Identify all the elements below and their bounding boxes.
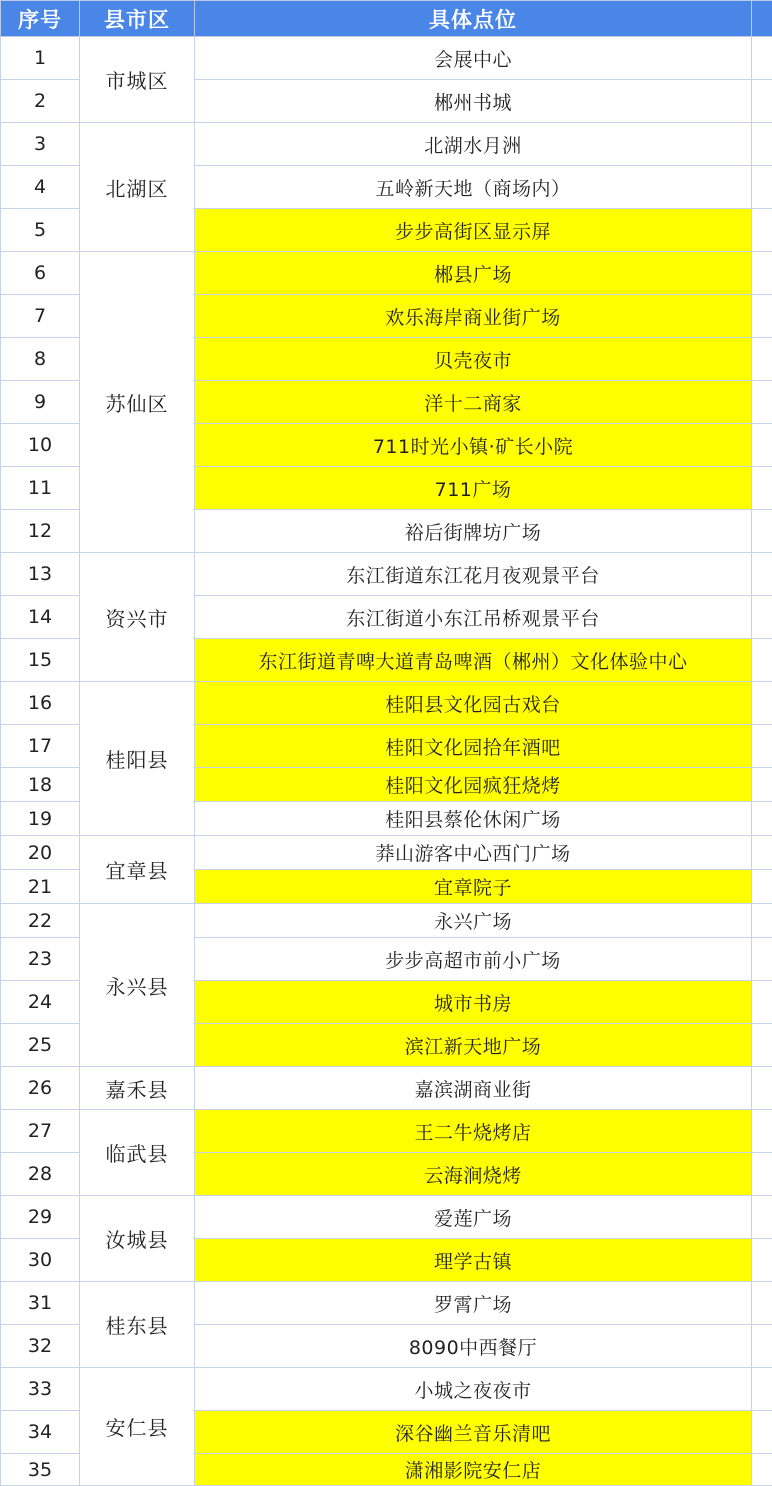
header-location: 具体点位 <box>195 1 752 37</box>
row-edge <box>752 166 772 209</box>
table-row <box>1 1368 772 1411</box>
location-cell: 裕后街牌坊广场 <box>195 510 752 553</box>
location-cell: 步步高街区显示屏 <box>195 209 752 252</box>
location-cell: 宜章院子 <box>195 870 752 904</box>
district-cell: 安仁县 <box>80 1368 195 1486</box>
location-cell: 步步高超市前小广场 <box>195 938 752 981</box>
row-number: 25 <box>1 1024 80 1067</box>
table-row <box>1 1282 772 1325</box>
row-edge <box>752 510 772 553</box>
table-row <box>1 37 772 80</box>
row-number: 21 <box>1 870 80 904</box>
table-row <box>1 123 772 166</box>
row-number: 3 <box>1 123 80 166</box>
table-row <box>1 1067 772 1110</box>
location-cell: 嘉滨湖商业街 <box>195 1067 752 1110</box>
location-cell: 郴州书城 <box>195 80 752 123</box>
row-number: 8 <box>1 338 80 381</box>
row-number: 9 <box>1 381 80 424</box>
district-cell: 资兴市 <box>80 553 195 682</box>
location-cell: 五岭新天地（商场内） <box>195 166 752 209</box>
header-row <box>1 1 772 37</box>
row-edge <box>752 1411 772 1454</box>
location-cell: 王二牛烧烤店 <box>195 1110 752 1153</box>
row-number: 13 <box>1 553 80 596</box>
location-cell: 东江街道青啤大道青岛啤酒（郴州）文化体验中心 <box>195 639 752 682</box>
row-number: 5 <box>1 209 80 252</box>
row-number: 23 <box>1 938 80 981</box>
district-cell: 永兴县 <box>80 904 195 1067</box>
row-number: 15 <box>1 639 80 682</box>
location-cell: 莽山游客中心西门广场 <box>195 836 752 870</box>
location-cell: 8090中西餐厅 <box>195 1325 752 1368</box>
row-number: 18 <box>1 768 80 802</box>
row-number: 20 <box>1 836 80 870</box>
location-cell: 深谷幽兰音乐清吧 <box>195 1411 752 1454</box>
row-edge <box>752 904 772 938</box>
row-edge <box>752 295 772 338</box>
row-edge <box>752 870 772 904</box>
row-edge <box>752 1153 772 1196</box>
row-edge <box>752 37 772 80</box>
district-cell: 临武县 <box>80 1110 195 1196</box>
row-edge <box>752 123 772 166</box>
row-number: 7 <box>1 295 80 338</box>
row-edge <box>752 1110 772 1153</box>
row-number: 26 <box>1 1067 80 1110</box>
row-edge <box>752 424 772 467</box>
row-number: 1 <box>1 37 80 80</box>
row-edge <box>752 639 772 682</box>
header-no: 序号 <box>1 1 80 37</box>
row-edge <box>752 1239 772 1282</box>
row-edge <box>752 981 772 1024</box>
district-cell: 汝城县 <box>80 1196 195 1282</box>
header-edge <box>752 1 772 37</box>
row-edge <box>752 338 772 381</box>
row-edge <box>752 1454 772 1486</box>
location-cell: 城市书房 <box>195 981 752 1024</box>
table-row <box>1 553 772 596</box>
row-number: 31 <box>1 1282 80 1325</box>
table-row <box>1 1110 772 1153</box>
location-cell: 桂阳县文化园古戏台 <box>195 682 752 725</box>
table-row <box>1 1196 772 1239</box>
row-number: 28 <box>1 1153 80 1196</box>
row-number: 22 <box>1 904 80 938</box>
table-row <box>1 252 772 295</box>
row-number: 19 <box>1 802 80 836</box>
location-cell: 欢乐海岸商业街广场 <box>195 295 752 338</box>
row-number: 33 <box>1 1368 80 1411</box>
row-edge <box>752 596 772 639</box>
location-cell: 711时光小镇·矿长小院 <box>195 424 752 467</box>
row-edge <box>752 725 772 768</box>
table-row <box>1 836 772 870</box>
district-cell: 北湖区 <box>80 123 195 252</box>
location-cell: 贝壳夜市 <box>195 338 752 381</box>
row-number: 29 <box>1 1196 80 1239</box>
district-cell: 苏仙区 <box>80 252 195 553</box>
row-edge <box>752 938 772 981</box>
row-number: 24 <box>1 981 80 1024</box>
row-number: 10 <box>1 424 80 467</box>
location-cell: 东江街道小东江吊桥观景平台 <box>195 596 752 639</box>
location-cell: 会展中心 <box>195 37 752 80</box>
location-cell: 东江街道东江花月夜观景平台 <box>195 553 752 596</box>
location-cell: 永兴广场 <box>195 904 752 938</box>
row-edge <box>752 768 772 802</box>
row-edge <box>752 1325 772 1368</box>
table-body <box>1 37 772 1486</box>
table-row <box>1 904 772 938</box>
location-cell: 桂阳文化园疯狂烧烤 <box>195 768 752 802</box>
district-cell: 桂阳县 <box>80 682 195 836</box>
district-cell: 嘉禾县 <box>80 1067 195 1110</box>
header-district: 县市区 <box>80 1 195 37</box>
row-number: 27 <box>1 1110 80 1153</box>
row-number: 17 <box>1 725 80 768</box>
row-number: 11 <box>1 467 80 510</box>
row-edge <box>752 1024 772 1067</box>
location-cell: 洋十二商家 <box>195 381 752 424</box>
row-edge <box>752 682 772 725</box>
row-number: 6 <box>1 252 80 295</box>
location-cell: 理学古镇 <box>195 1239 752 1282</box>
row-edge <box>752 836 772 870</box>
location-cell: 小城之夜夜市 <box>195 1368 752 1411</box>
row-number: 30 <box>1 1239 80 1282</box>
row-number: 12 <box>1 510 80 553</box>
row-number: 35 <box>1 1454 80 1486</box>
row-edge <box>752 1368 772 1411</box>
location-cell: 滨江新天地广场 <box>195 1024 752 1067</box>
row-edge <box>752 1067 772 1110</box>
location-cell: 罗霄广场 <box>195 1282 752 1325</box>
row-edge <box>752 381 772 424</box>
table-row <box>1 682 772 725</box>
row-edge <box>752 252 772 295</box>
location-cell: 云海涧烧烤 <box>195 1153 752 1196</box>
row-number: 2 <box>1 80 80 123</box>
row-edge <box>752 802 772 836</box>
location-cell: 爱莲广场 <box>195 1196 752 1239</box>
district-cell: 宜章县 <box>80 836 195 904</box>
row-edge <box>752 209 772 252</box>
row-edge <box>752 467 772 510</box>
location-cell: 北湖水月洲 <box>195 123 752 166</box>
location-cell: 桂阳文化园拾年酒吧 <box>195 725 752 768</box>
row-number: 4 <box>1 166 80 209</box>
location-cell: 郴县广场 <box>195 252 752 295</box>
row-edge <box>752 553 772 596</box>
location-cell: 桂阳县蔡伦休闲广场 <box>195 802 752 836</box>
row-edge <box>752 80 772 123</box>
row-edge <box>752 1196 772 1239</box>
row-edge <box>752 1282 772 1325</box>
location-cell: 潇湘影院安仁店 <box>195 1454 752 1486</box>
row-number: 16 <box>1 682 80 725</box>
row-number: 34 <box>1 1411 80 1454</box>
district-cell: 桂东县 <box>80 1282 195 1368</box>
row-number: 14 <box>1 596 80 639</box>
location-cell: 711广场 <box>195 467 752 510</box>
row-number: 32 <box>1 1325 80 1368</box>
district-cell: 市城区 <box>80 37 195 123</box>
